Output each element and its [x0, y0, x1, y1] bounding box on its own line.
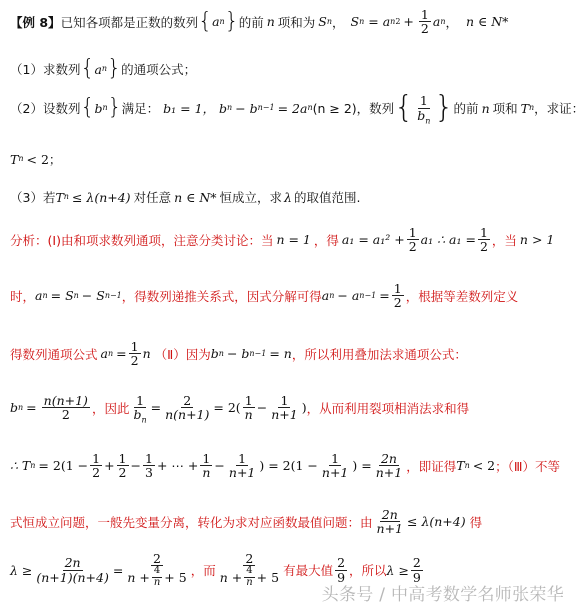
analysis-line-4: b n = $\frac{n(n+1)}{2}$ ，因此 $\frac{1}{b_n}$ = $\frac{2}{n(n+1)}$ = 2( $\frac{1}{n}$ − $\frac{1}{n+1}$ ) ，从而利用裂项相消法求和得 — [10, 393, 470, 425]
analysis-line-2: 时， a n = S n − S n−1 ，得数列递推关系式，因式分解可得 a n − a n−1 = $\frac{1}{2}$ ，根据等差数列定义 — [10, 281, 519, 311]
reciprocal-fraction: $\frac{1}{b_n}$ — [417, 93, 431, 125]
question-2-claim: T n < 2； — [10, 151, 62, 167]
analysis-line-5: ∴ T n = 2(1 − $\frac{1}{2}$ + $\frac{1}{2}$ − $\frac{1}{3}$ + ⋯ + $\frac{1}{n}$ − $\frac{1}{n+1}$ ) = 2(1 − $\frac{1}{n+1}$ ) = $\frac{2n}{n+1}$ ，即证得 T n < 2 ；（Ⅲ）不等 — [10, 451, 560, 481]
analysis-line-6: 式恒成立问题，一般先变量分离，转化为求对应函数最值问题：由 $\frac{2n}{n+1}$ ≤ λ(n+4) 得 — [10, 507, 483, 537]
problem-statement: 【例 8】 已知各项都是正数的数列 { a n } 的前 n 项和为 S n ， S n = a n 2 + $\frac{1}{2}$ a n ， n ∈ N* — [10, 7, 509, 37]
question-2: （2）设数列 { b n } 满足： b₁ = 1， b n − b n−1 = 2a n (n ≥ 2)，数列 { $\frac{1}{b_n}$ } 的前 n 项和 T n ，求证： — [10, 90, 584, 125]
analysis-line-7: λ ≥ $\frac{2n}{(n+1)(n+4)}$ = 2 n + $\frac{4}{n}$ + 5 ，而 2 n + $\frac{4}{n}$ + 5 有最大值 $\frac{2}{9}$ ，所以 λ ≥ $\frac{2}{9}$ — [10, 551, 421, 588]
analysis-line-1: 分析：(Ⅰ)由和项求数列通项，注意分类讨论：当 n = 1 ，得 a₁ = a₁² + $\frac{1}{2}$ a₁ ∴ a₁ = $\frac{1}{2}$ ，当 n > 1 — [10, 225, 555, 255]
question-3: （3）若 T n ≤ λ(n+4) 对任意 n ∈ N* 恒成立，求 λ 的取值范围. — [10, 189, 361, 205]
analysis-line-3: 得数列通项公式 a n = $\frac{1}{2}$ n （Ⅱ）因为 b n − b n−1 = n ，所以利用叠加法求通项公式： — [10, 339, 467, 369]
question-1: （1）求数列 { a n } 的通项公式； — [10, 56, 197, 81]
example-tag: 【例 8】 — [10, 14, 61, 30]
watermark-text: 头条号 / 中高考数学名师张荣华 — [321, 585, 564, 605]
half-fraction: $\frac{1}{2}$ — [420, 7, 429, 37]
